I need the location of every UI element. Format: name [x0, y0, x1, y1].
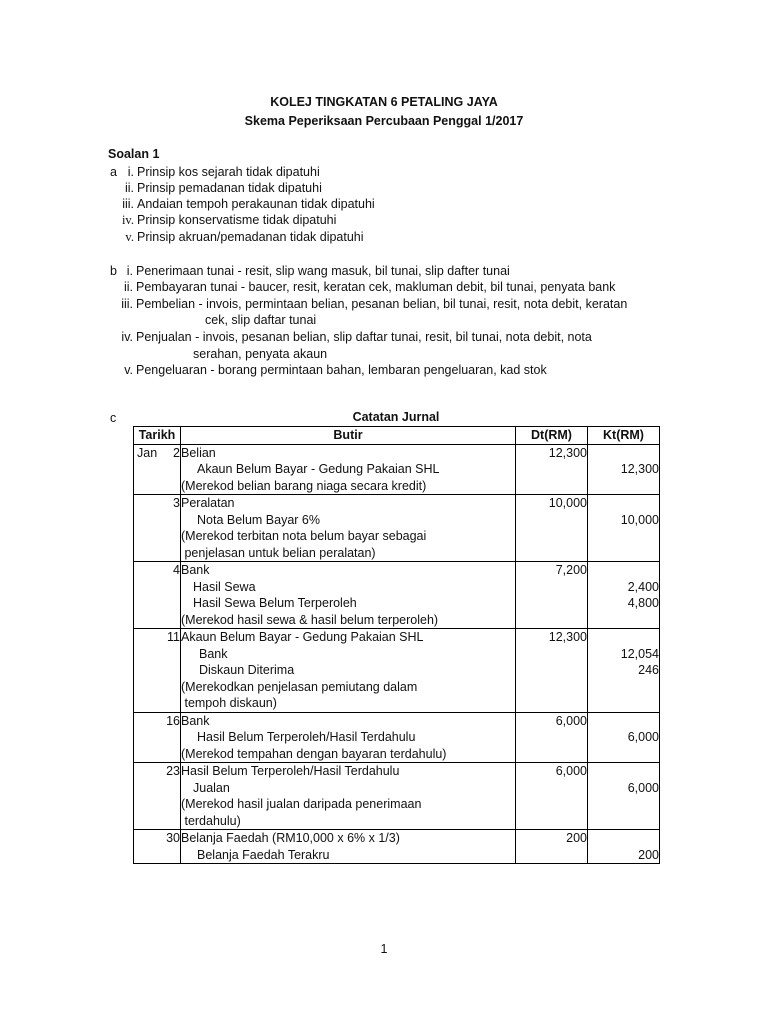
debit-amount: 6,000	[555, 713, 587, 728]
part-a-num-1: i.	[127, 165, 134, 179]
school-title: KOLEJ TINGKATAN 6 PETALING JAYA	[270, 95, 498, 109]
header-credit: Kt(RM)	[588, 427, 660, 445]
part-a-num-2: ii.	[124, 181, 134, 195]
entry-debit	[516, 444, 588, 495]
entry-debit-account: Belanja Faedah (RM10,000 x 6% x 1/3)	[181, 831, 400, 845]
entry-credit-account: Nota Belum Bayar 6%	[197, 512, 320, 527]
entry-month: Jan	[137, 445, 158, 460]
entry-description	[181, 562, 516, 629]
part-b-num-2: ii.	[123, 280, 133, 294]
entry-debit-account: Bank	[181, 563, 210, 577]
entry-day: 2	[173, 445, 180, 460]
part-a-label: a	[110, 165, 117, 179]
part-a-item-1: Prinsip kos sejarah tidak dipatuhi	[137, 165, 320, 179]
journal-entry	[134, 763, 660, 830]
entry-description	[181, 495, 516, 562]
credit-amount: 2,400	[627, 579, 659, 594]
part-a-num-3: iii.	[122, 197, 134, 211]
entry-day: 30	[166, 831, 180, 845]
entry-debit	[516, 495, 588, 562]
part-b-item-2: Pembayaran tunai - baucer, resit, keratan cek, makluman debit, bil tunai, penyata bank	[136, 280, 616, 294]
entry-narration-cont: tempoh diskaun)	[181, 696, 277, 710]
debit-amount: 200	[566, 831, 587, 845]
part-a-item-2: Prinsip pemadanan tidak dipatuhi	[137, 181, 322, 195]
credit-amount: 6,000	[627, 780, 659, 795]
entry-debit	[516, 562, 588, 629]
part-b-num-1: i.	[126, 264, 133, 278]
part-b-num-4: iv.	[121, 330, 133, 344]
entry-date	[134, 562, 181, 629]
journal-entry	[134, 629, 660, 713]
entry-narration: (Merekod hasil jualan daripada penerimaan	[181, 797, 422, 811]
entry-credit	[588, 444, 660, 495]
entry-narration: (Merekod tempahan dengan bayaran terdahulu)	[181, 746, 447, 761]
entry-day: 4	[173, 563, 180, 577]
entry-description	[181, 444, 516, 495]
part-a-num-4: iv.	[121, 213, 134, 227]
part-a-item-3: Andaian tempoh perakaunan tidak dipatuhi	[137, 197, 375, 211]
header-description: Butir	[181, 427, 516, 445]
credit-amount: 12,300	[620, 462, 659, 476]
entry-credit	[588, 562, 660, 629]
entry-credit-account: Belanja Faedah Terakru	[197, 847, 330, 862]
entry-debit	[516, 629, 588, 713]
credit-amount: 10,000	[620, 512, 659, 527]
entry-narration-cont: penjelasan untuk belian peralatan)	[181, 545, 376, 560]
header-date: Tarikh	[134, 427, 181, 445]
entry-credit-account: Diskaun Diterima	[199, 663, 295, 677]
part-b-item-4-cont: serahan, penyata akaun	[193, 347, 328, 361]
question-title: Soalan 1	[108, 147, 160, 161]
part-a-num-5: v.	[125, 230, 134, 244]
entry-day: 3	[173, 496, 180, 510]
entry-date	[134, 712, 181, 763]
credit-amount: 12,054	[620, 646, 659, 661]
entry-debit-account: Belian	[181, 445, 216, 460]
entry-credit-account: Hasil Sewa	[193, 579, 256, 594]
entry-narration: (Merekod hasil sewa & hasil belum terperoleh)	[181, 612, 439, 627]
entry-day: 23	[166, 764, 180, 778]
entry-date	[134, 763, 181, 830]
part-b-item-3-cont: cek, slip daftar tunai	[205, 313, 317, 327]
entry-debit-account: Peralatan	[181, 496, 235, 510]
entry-description	[181, 629, 516, 713]
credit-amount: 246	[638, 663, 659, 677]
entry-description	[181, 763, 516, 830]
entry-debit-account: Bank	[181, 713, 210, 728]
header-debit: Dt(RM)	[516, 427, 588, 445]
entry-debit-account: Hasil Belum Terperoleh/Hasil Terdahulu	[181, 764, 400, 778]
entry-credit-account: Jualan	[193, 780, 230, 795]
journal-title: Catatan Jurnal	[352, 410, 440, 424]
entry-description	[181, 830, 516, 864]
entry-narration-cont: terdahulu)	[181, 813, 241, 828]
debit-amount: 7,200	[555, 563, 587, 577]
part-b-item-5: Pengeluaran - borang permintaan bahan, lembaran pengeluaran, kad stok	[136, 363, 547, 377]
credit-amount: 200	[638, 847, 659, 862]
exam-subtitle: Skema Peperiksaan Percubaan Penggal 1/2017	[244, 114, 524, 128]
entry-debit	[516, 712, 588, 763]
entry-description	[181, 712, 516, 763]
journal-table	[133, 426, 660, 864]
journal-entry	[134, 495, 660, 562]
entry-debit	[516, 830, 588, 864]
entry-day: 11	[167, 630, 180, 644]
journal-entry	[134, 712, 660, 763]
part-b-item-1: Penerimaan tunai - resit, slip wang masuk, bil tunai, slip dafter tunai	[136, 264, 510, 278]
part-a-item-4: Prinsip konservatisme tidak dipatuhi	[137, 213, 337, 227]
debit-amount: 12,300	[548, 630, 587, 644]
page-number: 1	[380, 942, 388, 956]
entry-narration: (Merekod belian barang niaga secara kredit)	[181, 478, 427, 493]
entry-date	[134, 444, 181, 495]
journal-header-row	[134, 427, 660, 445]
entry-credit-account: Hasil Sewa Belum Terperoleh	[193, 596, 357, 610]
credit-amount: 6,000	[627, 730, 659, 744]
entry-credit-account: Bank	[199, 646, 228, 661]
entry-credit	[588, 629, 660, 713]
credit-amount: 4,800	[627, 596, 659, 610]
entry-credit	[588, 495, 660, 562]
part-b-num-5: v.	[124, 363, 133, 377]
entry-debit-account: Akaun Belum Bayar - Gedung Pakaian SHL	[181, 630, 424, 644]
journal-entry	[134, 444, 660, 495]
entry-credit-account: Hasil Belum Terperoleh/Hasil Terdahulu	[197, 730, 416, 744]
part-a-item-5: Prinsip akruan/pemadanan tidak dipatuhi	[137, 230, 364, 244]
part-b-num-3: iii.	[121, 297, 133, 311]
journal-entry	[134, 562, 660, 629]
entry-credit	[588, 763, 660, 830]
entry-debit	[516, 763, 588, 830]
debit-amount: 10,000	[548, 496, 587, 510]
entry-credit-account: Akaun Belum Bayar - Gedung Pakaian SHL	[197, 462, 440, 476]
entry-narration: (Merekod terbitan nota belum bayar sebagai	[181, 529, 427, 543]
entry-narration: (Merekodkan penjelasan pemiutang dalam	[181, 679, 418, 694]
entry-day: 16	[166, 713, 180, 728]
part-b-item-4: Penjualan - invois, pesanan belian, slip daftar tunai, resit, bil tunai, nota debit, nota	[136, 330, 592, 344]
entry-date	[134, 629, 181, 713]
entry-date	[134, 830, 181, 864]
debit-amount: 6,000	[555, 764, 587, 778]
part-b-item-3: Pembelian - invois, permintaan belian, pesanan belian, bil tunai, resit, nota debit, keratan	[136, 297, 628, 311]
debit-amount: 12,300	[548, 445, 587, 460]
entry-credit	[588, 712, 660, 763]
entry-credit	[588, 830, 660, 864]
entry-date	[134, 495, 181, 562]
part-c-label: c	[110, 411, 117, 425]
part-b-label: b	[110, 264, 117, 278]
journal-entry	[134, 830, 660, 864]
